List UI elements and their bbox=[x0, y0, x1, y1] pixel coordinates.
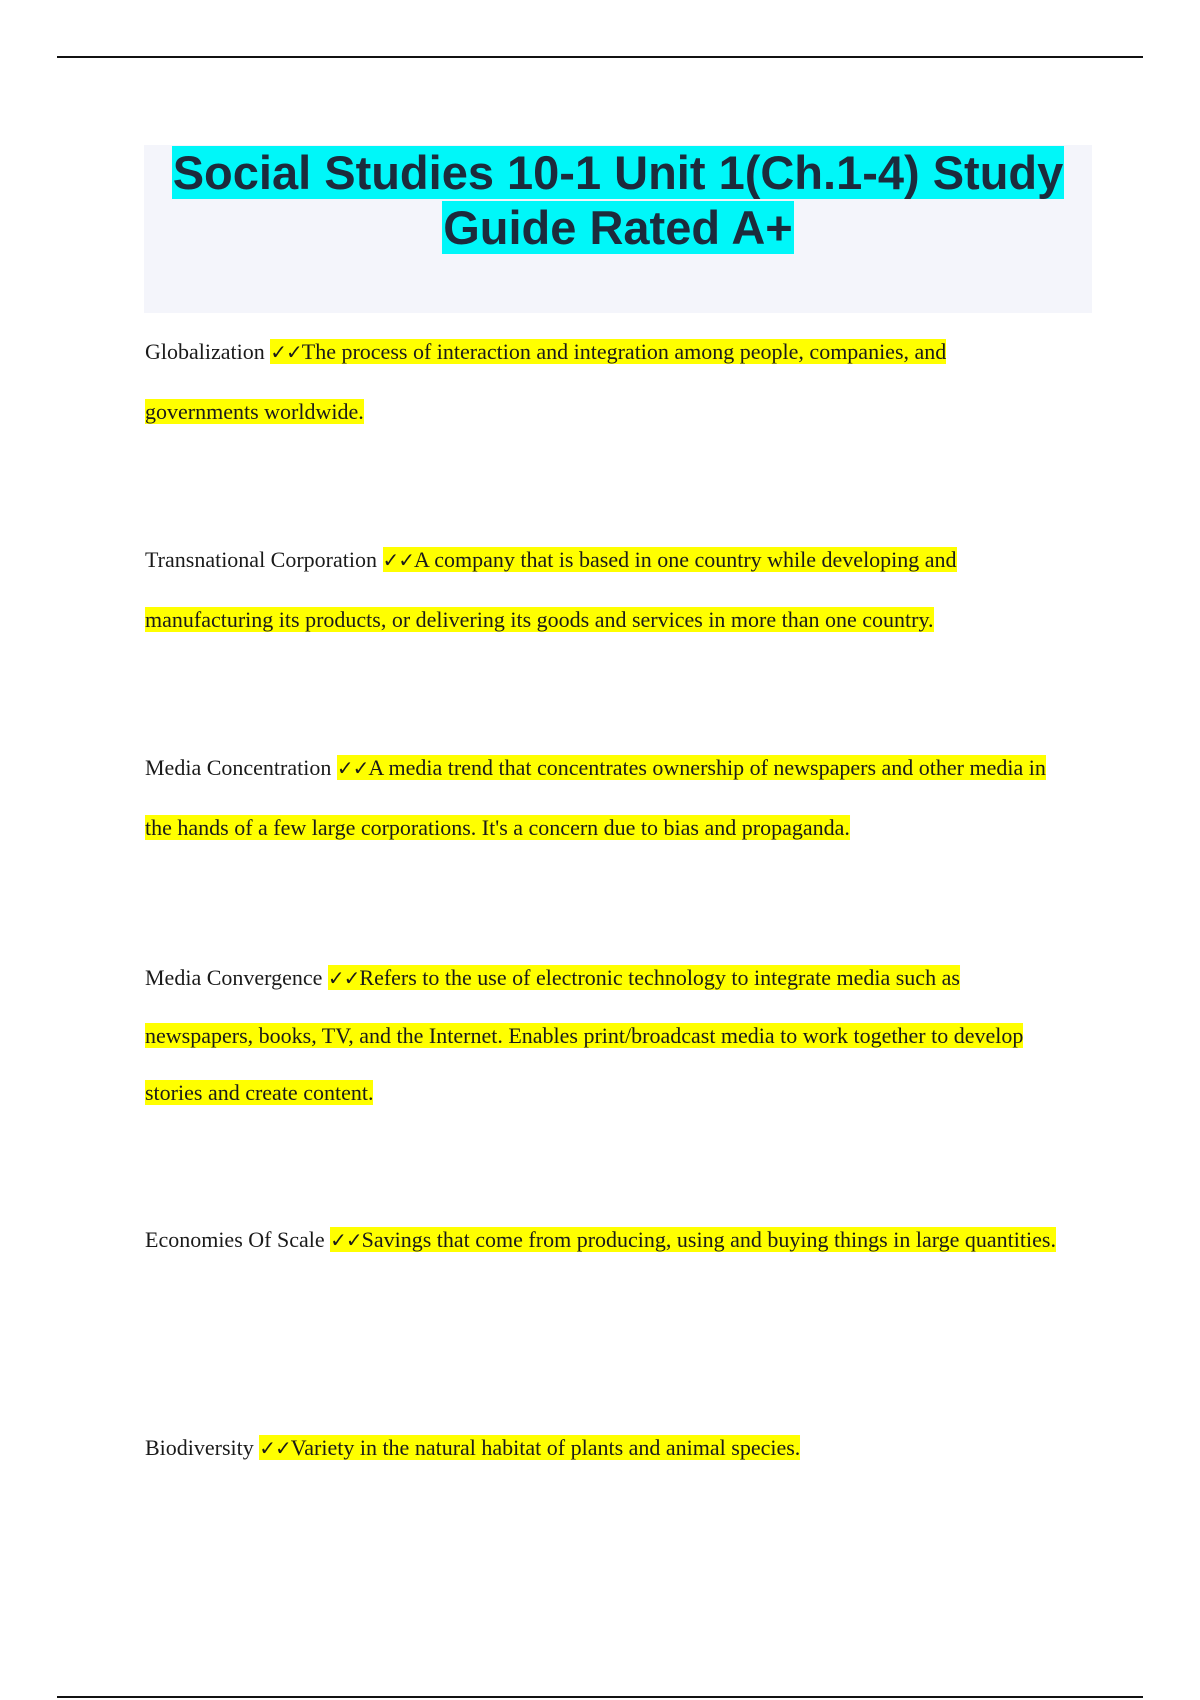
entry-term: Biodiversity bbox=[145, 1435, 254, 1460]
entry-definition: A company that is based in one country while developing and manufacturing its products, or delivering its goods and services in more than one country. bbox=[145, 547, 957, 632]
page-title bbox=[144, 145, 1092, 255]
entry-definition: The process of interaction and integration among people, companies, and governments worldwide. bbox=[145, 339, 947, 424]
double-check-mark-icon: ✓✓ bbox=[382, 548, 415, 572]
entry-definition: Refers to the use of electronic technology to integrate media such as newspapers, books, TV, and the Internet. Enables print/broadcast media to work together to develop stories and create content. bbox=[145, 965, 1024, 1105]
title-panel bbox=[144, 145, 1092, 313]
double-check-mark-icon: ✓✓ bbox=[336, 756, 369, 780]
entry-term: Media Concentration bbox=[145, 755, 332, 780]
entry-definition-highlight bbox=[259, 1435, 800, 1460]
entry-term: Economies Of Scale bbox=[145, 1227, 325, 1252]
double-check-mark-icon: ✓✓ bbox=[327, 966, 360, 990]
entry-definition: Savings that come from producing, using and buying things in large quantities. bbox=[361, 1227, 1056, 1252]
entry-globalization bbox=[145, 322, 1065, 442]
top-rule bbox=[57, 56, 1143, 58]
entry-media-concentration bbox=[145, 738, 1065, 858]
bottom-rule bbox=[57, 1696, 1143, 1698]
entry-media-convergence bbox=[145, 949, 1065, 1121]
entry-term: Media Convergence bbox=[145, 965, 323, 990]
entry-definition: Variety in the natural habitat of plants and animal species. bbox=[290, 1435, 801, 1460]
entry-biodiversity bbox=[145, 1418, 1065, 1478]
double-check-mark-icon: ✓✓ bbox=[270, 340, 302, 364]
entry-term: Globalization bbox=[145, 339, 265, 364]
title-line-1-text: Social Studies 10-1 Unit 1(Ch.1-4) Study bbox=[172, 146, 1064, 199]
entry-transnational-corporation bbox=[145, 530, 1065, 650]
title-line-2 bbox=[144, 200, 1092, 255]
double-check-mark-icon: ✓✓ bbox=[259, 1436, 291, 1460]
title-line-1 bbox=[144, 145, 1092, 200]
entry-term: Transnational Corporation bbox=[145, 547, 377, 572]
entry-definition-highlight bbox=[145, 339, 946, 424]
entry-definition-highlight bbox=[330, 1227, 1056, 1252]
entry-economies-of-scale bbox=[145, 1210, 1065, 1270]
title-line-2-text: Guide Rated A+ bbox=[443, 201, 793, 254]
double-check-mark-icon: ✓✓ bbox=[330, 1228, 362, 1252]
entry-definition: A media trend that concentrates ownership of newspapers and other media in the hands of a few large corporations. It's a concern due to bias and propaganda. bbox=[145, 755, 1046, 840]
